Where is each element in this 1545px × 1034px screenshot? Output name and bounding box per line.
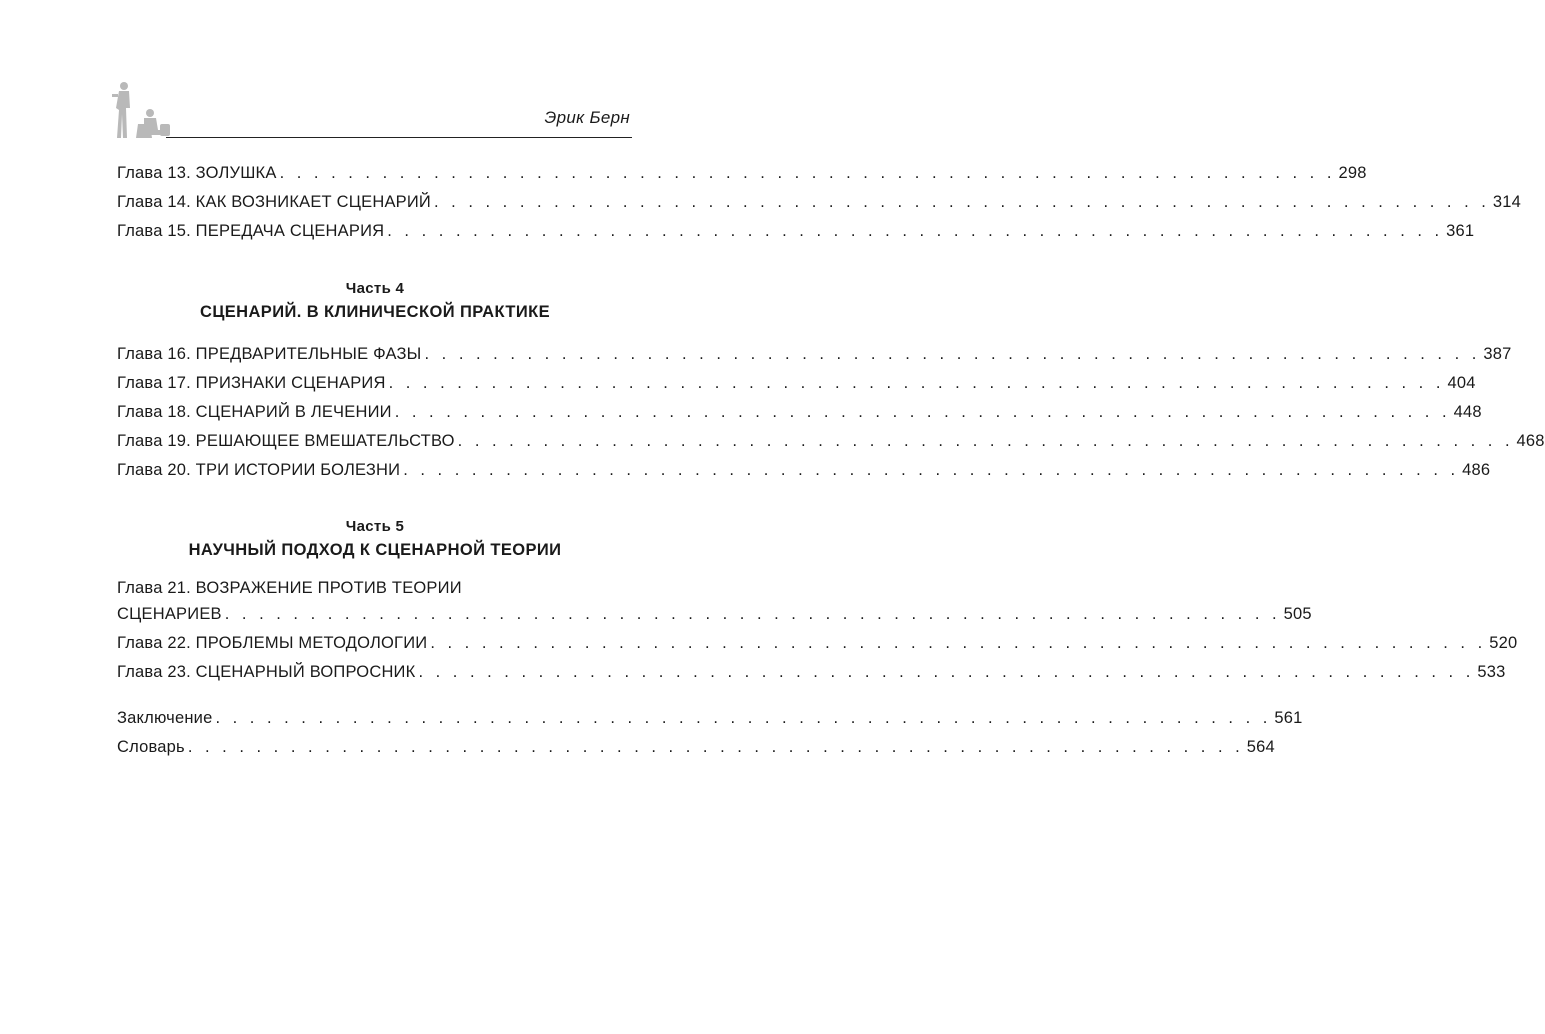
toc-page: 361 [1446, 222, 1475, 240]
leader-dots: . . . . . . . . . . . . . . . . . . . . . . . . . . . . . . . . . . . . . . . . . . . . . . . . . . . . . . . . . . . . . . [418, 663, 1475, 681]
toc-title: Глава 15. ПЕРЕДАЧА СЦЕНАРИЯ [117, 222, 385, 240]
toc-page: 561 [1274, 709, 1303, 727]
toc-page: 505 [1283, 605, 1312, 623]
toc-title: Глава 14. КАК ВОЗНИКАЕТ СЦЕНАРИЙ [117, 193, 431, 211]
part-title: НАУЧНЫЙ ПОДХОД К СЦЕНАРНОЙ ТЕОРИИ [188, 541, 562, 559]
toc-entry[interactable] [117, 456, 1491, 480]
toc-title: Заключение [117, 709, 213, 727]
toc-title: Глава 19. РЕШАЮЩЕЕ ВМЕШАТЕЛЬСТВО [117, 432, 455, 450]
toc-entry[interactable] [117, 600, 1312, 624]
leader-dots: . . . . . . . . . . . . . . . . . . . . . . . . . . . . . . . . . . . . . . . . . . . . . . . . . . . . . . . . . . . . . . [424, 345, 1481, 363]
leader-dots: . . . . . . . . . . . . . . . . . . . . . . . . . . . . . . . . . . . . . . . . . . . . . . . . . . . . . . . . . . . . . . [387, 222, 1444, 240]
author-name: Эрик Берн [544, 108, 630, 127]
leader-dots: . . . . . . . . . . . . . . . . . . . . . . . . . . . . . . . . . . . . . . . . . . . . . . . . . . . . . . . . . . . . . . [457, 432, 1514, 450]
toc-title: Глава 22. ПРОБЛЕМЫ МЕТОДОЛОГИИ [117, 634, 428, 652]
toc-title-line[interactable]: Глава 21. ВОЗРАЖЕНИЕ ПРОТИВ ТЕОРИИ [117, 579, 462, 597]
toc-entry[interactable] [117, 217, 1475, 241]
figures-logo-icon [110, 80, 172, 140]
header-rule [166, 137, 632, 138]
toc-page: 486 [1462, 461, 1491, 479]
toc-page: 533 [1477, 663, 1506, 681]
toc-entry[interactable] [117, 188, 1521, 212]
toc-entry[interactable] [117, 398, 1482, 422]
part-title: СЦЕНАРИЙ. В КЛИНИЧЕСКОЙ ПРАКТИКЕ [200, 303, 550, 321]
leader-dots: . . . . . . . . . . . . . . . . . . . . . . . . . . . . . . . . . . . . . . . . . . . . . . . . . . . . . . . . . . . . . . [430, 634, 1487, 652]
toc-page: 564 [1246, 738, 1275, 756]
toc-title: Глава 20. ТРИ ИСТОРИИ БОЛЕЗНИ [117, 461, 401, 479]
toc-title: Глава 17. ПРИЗНАКИ СЦЕНАРИЯ [117, 374, 386, 392]
toc-title: Глава 18. СЦЕНАРИЙ В ЛЕЧЕНИИ [117, 403, 392, 421]
leader-dots: . . . . . . . . . . . . . . . . . . . . . . . . . . . . . . . . . . . . . . . . . . . . . . . . . . . . . . . . . . . . . . [388, 374, 1445, 392]
toc-page: 448 [1453, 403, 1482, 421]
leader-dots: . . . . . . . . . . . . . . . . . . . . . . . . . . . . . . . . . . . . . . . . . . . . . . . . . . . . . . . . . . . . . . [403, 461, 1460, 479]
toc-page: 468 [1516, 432, 1545, 450]
toc-title: Глава 16. ПРЕДВАРИТЕЛЬНЫЕ ФАЗЫ [117, 345, 422, 363]
part-label: Часть 5 [345, 518, 405, 535]
page-header [110, 80, 632, 142]
toc-page: 298 [1338, 164, 1367, 182]
part-heading [100, 280, 650, 322]
toc-page: 387 [1483, 345, 1512, 363]
toc-page: 520 [1489, 634, 1518, 652]
toc-entry[interactable] [117, 629, 1518, 653]
toc-title: Глава 23. СЦЕНАРНЫЙ ВОПРОСНИК [117, 663, 416, 681]
leader-dots: . . . . . . . . . . . . . . . . . . . . . . . . . . . . . . . . . . . . . . . . . . . . . . . . . . . . . . . . . . . . . . [215, 709, 1272, 727]
toc-title: СЦЕНАРИЕВ [117, 605, 222, 623]
toc-entry[interactable] [117, 340, 1512, 364]
leader-dots: . . . . . . . . . . . . . . . . . . . . . . . . . . . . . . . . . . . . . . . . . . . . . . . . . . . . . . . . . . . . . . [279, 164, 1336, 182]
toc-entry[interactable] [117, 369, 1476, 393]
toc-entry[interactable] [117, 733, 1275, 757]
toc-title: Глава 13. ЗОЛУШКА [117, 164, 277, 182]
toc-page: 314 [1492, 193, 1521, 211]
part-heading [100, 518, 650, 560]
leader-dots: . . . . . . . . . . . . . . . . . . . . . . . . . . . . . . . . . . . . . . . . . . . . . . . . . . . . . . . . . . . . . . [224, 605, 1281, 623]
toc-page: 404 [1447, 374, 1476, 392]
toc-entry[interactable] [117, 658, 1506, 682]
leader-dots: . . . . . . . . . . . . . . . . . . . . . . . . . . . . . . . . . . . . . . . . . . . . . . . . . . . . . . . . . . . . . . [187, 738, 1244, 756]
toc-entry[interactable] [117, 704, 1303, 728]
leader-dots: . . . . . . . . . . . . . . . . . . . . . . . . . . . . . . . . . . . . . . . . . . . . . . . . . . . . . . . . . . . . . . [433, 193, 1490, 211]
part-label: Часть 4 [345, 280, 405, 297]
toc-title: Словарь [117, 738, 185, 756]
leader-dots: . . . . . . . . . . . . . . . . . . . . . . . . . . . . . . . . . . . . . . . . . . . . . . . . . . . . . . . . . . . . . . [394, 403, 1451, 421]
toc-entry[interactable] [117, 159, 1367, 183]
toc-entry[interactable] [117, 427, 1545, 451]
